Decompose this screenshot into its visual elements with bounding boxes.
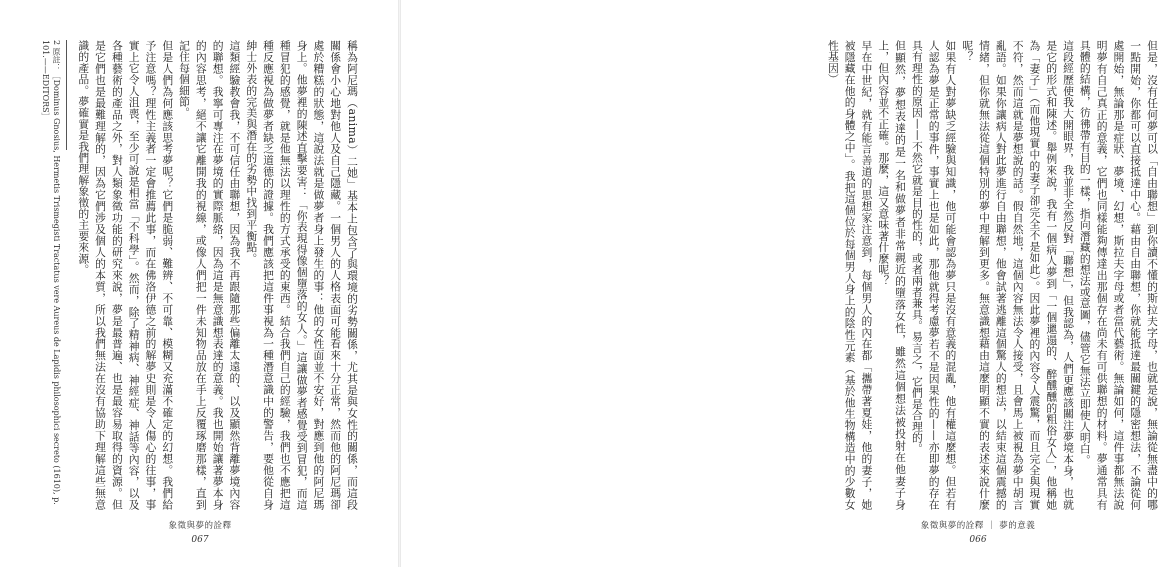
right-paragraph-2: 這段經歷使我大開眼界，我並非全然反對「聯想」，但我認為，人們更應該關注夢境本身，也就是它的形式和陳述。舉例來說，我有一個病人夢到「一個邋遢的、醉醺醺的粗俗女人」，他稱她為「妻子」（而他現實中的妻子卻完全不是如此）。因此夢裡的內容令人震驚，而且完全與現實不符，然而這就是夢想說的話。假自然地，這個內容無法令人接受，且會馬上被視為夢中胡言亂語。如果你讓病人對此夢進行自由聯想，他會試著逃離這個驚人的想法，以結束這個震撼的情緒，但你就無法從這個特別的夢中理解到更多。無意識想藉由這麼明顯不實的表述來說什麼呢？ xyxy=(961,40,1076,510)
right-page xyxy=(400,0,1159,567)
right-page-body xyxy=(826,40,1160,510)
footnote-rule xyxy=(66,40,67,150)
left-page-number: 067 xyxy=(191,535,209,545)
right-paragraph-5: 早在中世紀，就有能言善道的思想家注意到，每個男人的內在都「攜帶著夏娃，他的妻子，她被隱藏在他的身體之中」。我把這個位於每個男人身上的陰性元素（基於他生物構造中的少數女性基因） xyxy=(826,40,874,510)
left-paragraph-3: 但是人們為何應該思考夢呢？它們是脆弱、難辨、不可靠、模糊又充滿不確定的幻想。我們給予注意嗎？理性主義者一定會推薦此事，而在佛洛伊德之前的解夢史則是令人傷心的往事，事實上它令人沮喪，至少可說是相當「不科學」。然而，除了精神病、神經症、神話等內容，以及各種藝術的產品之外，對人類象徵功能的研究來說，夢是最普遍、也是最容易取得的資源。但是它們也是最難理解的，因為它們涉及個人的本質，所以我們無法在沒有協助下理解這些無意識的產品。夢確實是我們理解象徵的主要來源。 xyxy=(77,40,175,510)
footnote: 2 原註：［Dominus Gnosius, Hermetis Trismegisti Tractatus vere Aureus de Lapidis philosophici secreto (1610), p. 101.——EDITORS］ xyxy=(41,40,61,505)
right-paragraph-3: 如果有人對夢缺乏經驗與知識，他可能會認為夢只是沒有意義的混亂，他有權這麼想。但若有人認為夢是正常的事件，事實上也是如此，那他就得考慮夢若不是因果性的——亦即夢的存在具有理性的原因——不然它就是目的性的，或者兩者兼具。易言之，它們是合理的。 xyxy=(910,40,958,510)
left-page-body xyxy=(77,40,360,510)
right-paragraph-4: 但顯然，夢想表達的是一名和做夢者非常親近的墮落女性，雖然這個想法被投射在他妻子身上，但內容並不正確。那麼，這又意味著什麼呢？ xyxy=(877,40,908,510)
right-paragraph-1: 但是，沒有任何夢可以「自由聯想」到你讀不懂的斯拉夫字母，也就是說，無論從無盡中的哪一點開始，你都可以直接抵達中心。藉由自由聯想，你就能抵達最關鍵的隱密想法，不論從何處開始，無論那是症狀、夢境、幻想，斯拉夫字母或者當代藝術。無論如何，這件事都無法說明夢有自己真正的意義，它們也同樣能夠傳達出那個存在尚未有可供聯想的材料。夢通常具有具體的結構，彷彿帶有目的一樣，指向潛藏的想法或意圖，儘管它無法立即使人明白。 xyxy=(1078,40,1159,510)
left-page xyxy=(0,0,399,567)
left-paragraph-1: 稱為阿尼瑪（anima）二她」基本上包含了與環境的劣勢關係，尤其是與女性的關係，而這段關係會小心地對他人及自己隱藏。一個男人的人格表面可能看來十分正常，然而他的阿尼瑪卻處於糟糕的狀態，這說法就是做夢者身上發生的事：他的女性面並不安好，對應到他的阿尼瑪身上。他夢裡的陳述直擊要害：「你表現得像個墮落的女人。」這讓做夢者感覺受到冒犯，而這種冒犯的感覺，就是他無法以理性的方式承受的東西。結合我們自己的經驗，我們也不應把這種反應視為做夢者缺乏道德的證據。我們應該把這件事視為一種潛意識中的警告，要他從自身紳士外表的完美與潛在的劣勢中找到平衡點。 xyxy=(245,40,359,510)
right-page-number: 066 xyxy=(969,535,987,545)
left-running-head: 象徵與夢的詮釋 xyxy=(168,521,232,531)
right-running-head: 象徵與夢的詮釋 ｜ 夢的意義 xyxy=(920,521,1036,531)
left-paragraph-2: 這類經驗教會我，不可信任由聯想，因為我不再跟隨那些偏離太遠的、以及顯然背離夢境內容的聯想。我寧可專注在夢境的實際脈絡，因為這是無意識想表達的意義。我也開始讓著夢本身的內容思考，絕不讓它離開我的視線，或像人們把一件未知物品放在手上反覆琢磨那樣，直到記住每個細節。 xyxy=(178,40,242,510)
